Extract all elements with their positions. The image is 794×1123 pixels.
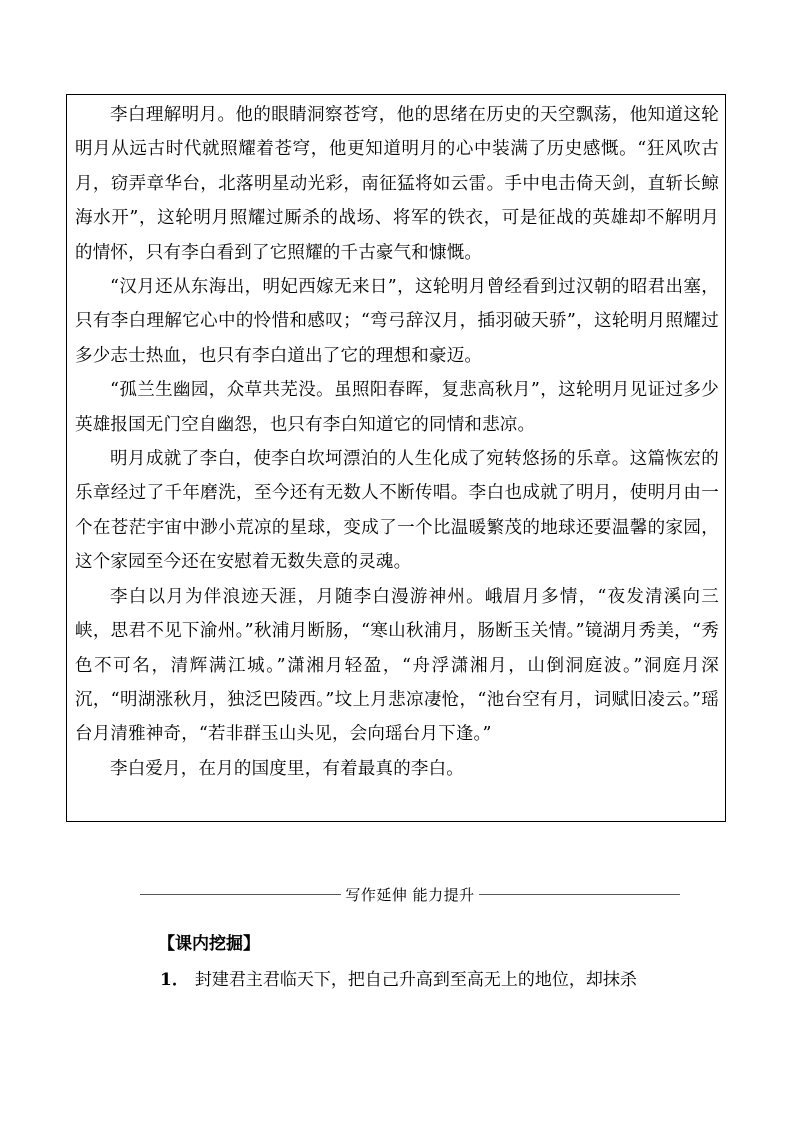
question-text: 封建君主君临天下，把自己升高到至高无上的地位，却抹杀: [194, 970, 637, 990]
essay-paragraph-4: 明月成就了李白，使李白坎坷漂泊的人生化成了宛转悠扬的乐章。这篇恢宏的乐章经过了千年磨洗，至今还有无数人不断传唱。李白也成就了明月，使明月由一个在苍茫宇宙中渺小荒凉的星球，变成了一个比温暖繁茂的地球还要温馨的家园，这个家园至今还在安慰着无数失意的灵魂。: [75, 449, 719, 573]
question-number: 1．: [160, 970, 189, 990]
essay-paragraph-2: “汉月还从东海出，明妃西嫁无来日”，这轮明月曾经看到过汉朝的昭君出塞，只有李白理解它心中的怜惜和感叹；“弯弓辞汉月，插羽破天骄”，这轮明月照耀过多少志士热血，也只有李白道出了它的理想和豪迈。: [75, 277, 719, 366]
section-divider-title: 写作延伸 能力提升: [345, 885, 475, 904]
section-heading: 【课内挖掘】: [158, 934, 260, 954]
divider-line-right: [479, 894, 680, 895]
essay-paragraph-1: 李白理解明月。他的眼睛洞察苍穹，他的思绪在历史的天空飘荡，他知道这轮明月从远古时代就照耀着苍穹，他更知道明月的心中装满了历史感慨。“狂风吹古月，窃弄章华台，北落明星动光彩，南征猛将如云雷。手中电击倚天剑，直斩长鲸海水开”，这轮明月照耀过厮杀的战场、将军的铁衣，可是征战的英雄却不解明月的情怀，只有李白看到了它照耀的千古豪气和慷慨。: [75, 105, 719, 263]
divider-line-left: [140, 894, 341, 895]
question-item: [160, 966, 637, 994]
essay-paragraph-6: 李白爱月，在月的国度里，有着最真的李白。: [110, 758, 464, 779]
essay-paragraph-5: 李白以月为伴浪迹天涯，月随李白漫游神州。峨眉月多情，“夜发清溪向三峡，思君不见下渝州。”秋浦月断肠，“寒山秋浦月，肠断玉关情。”镜湖月秀美，“秀色不可名，清辉满江城。”潇湘月轻盈，“舟浮潇湘月，山倒洞庭波。”洞庭月深沉，“明湖涨秋月，独泛巴陵西。”坟上月悲凉凄怆，“池台空有月，词赋旧凌云。”瑶台月清雅神奇，“若非群玉山头见，会向瑶台月下逢。”: [75, 586, 719, 745]
section-divider: [140, 882, 680, 906]
essay-box: [66, 94, 726, 822]
essay-paragraph-3: “孤兰生幽园，众草共芜没。虽照阳春晖，复悲高秋月”，这轮明月见证过多少英雄报国无门空自幽怨，也只有李白知道它的同情和悲凉。: [75, 380, 719, 435]
